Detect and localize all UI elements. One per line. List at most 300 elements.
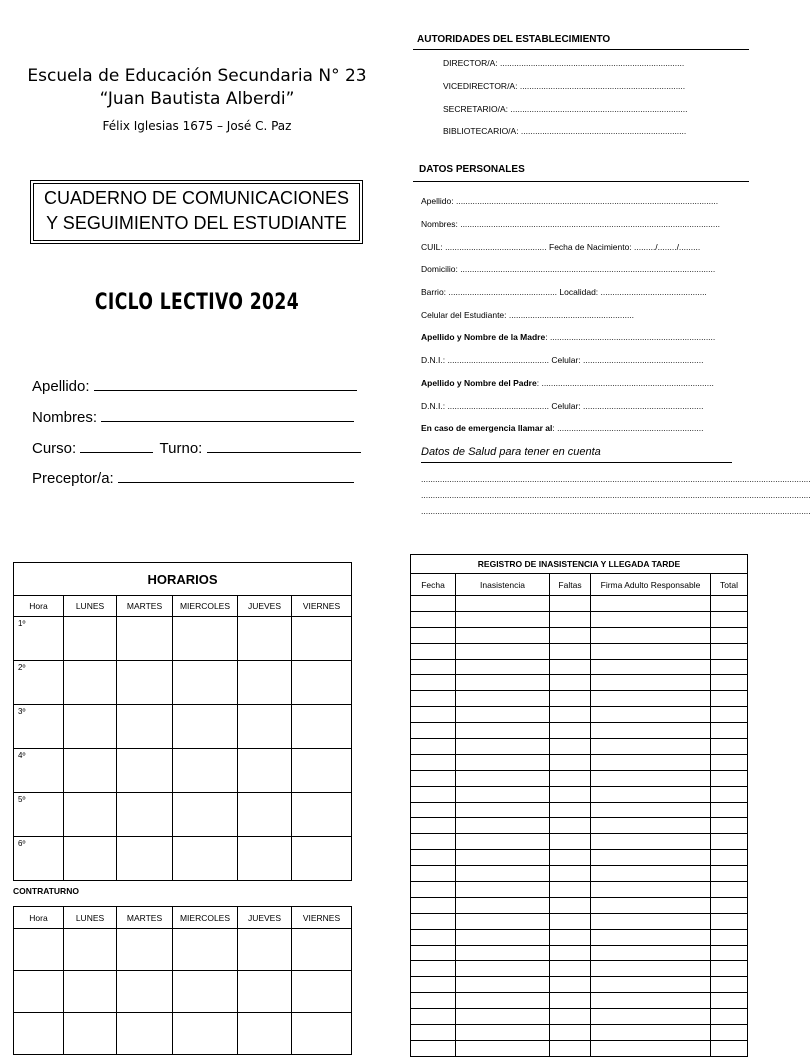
register-cell[interactable] (550, 659, 591, 675)
schedule-cell[interactable] (173, 837, 238, 881)
register-cell[interactable] (591, 754, 711, 770)
schedule-cell[interactable] (117, 705, 173, 749)
table-row (411, 675, 748, 691)
schedule-cell[interactable] (173, 749, 238, 793)
table-row (14, 705, 352, 749)
schedule-cell[interactable] (64, 617, 117, 661)
register-cell[interactable] (591, 770, 711, 786)
register-cell[interactable] (411, 627, 456, 643)
register-cell[interactable] (711, 675, 748, 691)
register-cell[interactable] (550, 723, 591, 739)
schedule-cell[interactable] (117, 1013, 173, 1055)
attendance-register-table (410, 554, 748, 1057)
hour-cell: 6º (14, 837, 64, 881)
schedule-cell[interactable] (173, 1013, 238, 1055)
pd-barrio: Barrio: .............................................. (421, 287, 558, 297)
bibliotecario-line: BIBLIOTECARIO/A: ...................................................................... (443, 126, 687, 136)
schedule-cell[interactable] (117, 929, 173, 971)
table-row (411, 770, 748, 786)
personal-data-rule (413, 181, 749, 182)
pd-localidad: Localidad: ............................................. (559, 287, 707, 297)
schedule-cell[interactable] (238, 837, 292, 881)
horarios-table (13, 562, 352, 881)
curso-line (80, 438, 153, 453)
pd-madre-row (421, 332, 715, 343)
register-cell[interactable] (411, 818, 456, 834)
horarios-header-viernes: VIERNES (292, 596, 352, 617)
register-cell[interactable] (711, 1009, 748, 1025)
register-cell[interactable] (411, 659, 456, 675)
register-cell[interactable] (711, 866, 748, 882)
register-cell[interactable] (550, 675, 591, 691)
hour-cell[interactable] (14, 929, 64, 971)
turno-label: Turno: (159, 440, 203, 457)
register-cell[interactable] (456, 754, 550, 770)
register-cell[interactable] (456, 1040, 550, 1056)
register-cell[interactable] (550, 818, 591, 834)
table-row (411, 802, 748, 818)
register-cell[interactable] (456, 739, 550, 755)
register-cell[interactable] (550, 1025, 591, 1041)
register-cell[interactable] (456, 611, 550, 627)
register-cell[interactable] (456, 961, 550, 977)
register-cell[interactable] (711, 882, 748, 898)
schedule-cell[interactable] (64, 837, 117, 881)
pd-nombres: Nombres: .............................................................................................................. (421, 219, 720, 229)
schedule-cell[interactable] (64, 793, 117, 837)
register-cell[interactable] (591, 834, 711, 850)
register-cell[interactable] (591, 897, 711, 913)
vicedirector-line: VICEDIRECTOR/A: ...................................................................... (443, 81, 686, 91)
register-header-fecha: Fecha (411, 574, 456, 596)
table-row (411, 723, 748, 739)
schedule-cell[interactable] (173, 705, 238, 749)
register-cell[interactable] (711, 611, 748, 627)
register-cell[interactable] (711, 723, 748, 739)
schedule-cell[interactable] (64, 971, 117, 1013)
school-patron-name: “Juan Bautista Alberdi” (99, 89, 295, 109)
pd-padre-row (421, 378, 714, 389)
register-cell[interactable] (591, 627, 711, 643)
register-cell[interactable] (711, 739, 748, 755)
register-cell[interactable] (411, 596, 456, 612)
register-cell[interactable] (456, 993, 550, 1009)
register-cell[interactable] (456, 596, 550, 612)
schedule-cell[interactable] (238, 929, 292, 971)
register-cell[interactable] (411, 675, 456, 691)
register-cell[interactable] (550, 977, 591, 993)
register-cell[interactable] (711, 754, 748, 770)
schedule-cell[interactable] (292, 661, 352, 705)
register-cell[interactable] (550, 627, 591, 643)
register-cell[interactable] (411, 897, 456, 913)
register-cell[interactable] (456, 929, 550, 945)
table-row (411, 818, 748, 834)
register-cell[interactable] (411, 993, 456, 1009)
schedule-cell[interactable] (173, 971, 238, 1013)
schedule-cell[interactable] (64, 705, 117, 749)
contraturno-header-lunes: LUNES (64, 907, 117, 929)
table-row (411, 691, 748, 707)
hour-cell: 3º (14, 705, 64, 749)
schedule-cell[interactable] (64, 749, 117, 793)
attendance-register-title: REGISTRO DE INASISTENCIA Y LLEGADA TARDE (411, 555, 748, 574)
nombres-field (32, 407, 354, 427)
table-row (411, 977, 748, 993)
register-cell[interactable] (591, 659, 711, 675)
register-cell[interactable] (591, 882, 711, 898)
contraturno-header-hora: Hora (14, 907, 64, 929)
register-cell[interactable] (456, 897, 550, 913)
register-cell[interactable] (550, 643, 591, 659)
register-cell[interactable] (456, 866, 550, 882)
schedule-cell[interactable] (292, 929, 352, 971)
pd-emergencia-dots: : .............................................................. (552, 423, 704, 433)
table-row (411, 961, 748, 977)
schedule-cell[interactable] (117, 661, 173, 705)
table-row (411, 786, 748, 802)
schedule-cell[interactable] (64, 1013, 117, 1055)
register-header-faltas: Faltas (550, 574, 591, 596)
register-cell[interactable] (411, 723, 456, 739)
table-row (14, 929, 352, 971)
schedule-cell[interactable] (292, 971, 352, 1013)
register-cell[interactable] (456, 818, 550, 834)
register-cell[interactable] (591, 1025, 711, 1041)
schedule-cell[interactable] (238, 661, 292, 705)
register-cell[interactable] (550, 945, 591, 961)
register-cell[interactable] (711, 802, 748, 818)
register-cell[interactable] (711, 897, 748, 913)
register-cell[interactable] (550, 611, 591, 627)
contraturno-header-martes: MARTES (117, 907, 173, 929)
register-cell[interactable] (550, 850, 591, 866)
apellido-field (32, 376, 357, 396)
register-cell[interactable] (456, 1009, 550, 1025)
register-cell[interactable] (456, 770, 550, 786)
schedule-cell[interactable] (238, 1013, 292, 1055)
schedule-cell[interactable] (117, 617, 173, 661)
schedule-cell[interactable] (64, 929, 117, 971)
schedule-cell[interactable] (117, 837, 173, 881)
register-cell[interactable] (550, 897, 591, 913)
register-cell[interactable] (411, 834, 456, 850)
schedule-cell[interactable] (292, 705, 352, 749)
table-row (411, 1009, 748, 1025)
register-cell[interactable] (550, 834, 591, 850)
register-cell[interactable] (411, 786, 456, 802)
register-cell[interactable] (411, 882, 456, 898)
schedule-cell[interactable] (292, 793, 352, 837)
register-cell[interactable] (591, 643, 711, 659)
register-cell[interactable] (550, 866, 591, 882)
pd-cuil-row (421, 242, 700, 253)
register-cell[interactable] (711, 786, 748, 802)
table-row (411, 1040, 748, 1056)
horarios-header-martes: MARTES (117, 596, 173, 617)
register-cell[interactable] (591, 866, 711, 882)
register-cell[interactable] (550, 961, 591, 977)
table-row (411, 913, 748, 929)
register-cell[interactable] (456, 882, 550, 898)
register-cell[interactable] (591, 993, 711, 1009)
register-cell[interactable] (456, 691, 550, 707)
register-cell[interactable] (456, 802, 550, 818)
register-cell[interactable] (456, 945, 550, 961)
register-header-total: Total (711, 574, 748, 596)
secretario-line: SECRETARIO/A: ........................................................................... (443, 104, 688, 114)
table-row (411, 659, 748, 675)
register-cell[interactable] (411, 850, 456, 866)
apellido-label: Apellido: (32, 378, 90, 395)
hour-cell: 1º (14, 617, 64, 661)
schedule-cell[interactable] (292, 617, 352, 661)
register-cell[interactable] (550, 882, 591, 898)
register-cell[interactable] (411, 691, 456, 707)
contraturno-table (13, 906, 352, 1055)
register-cell[interactable] (550, 596, 591, 612)
schedule-cell[interactable] (238, 617, 292, 661)
register-cell[interactable] (591, 961, 711, 977)
preceptor-label: Preceptor/a: (32, 470, 114, 487)
schedule-cell[interactable] (173, 661, 238, 705)
register-cell[interactable] (411, 739, 456, 755)
schedule-cell[interactable] (64, 661, 117, 705)
register-cell[interactable] (711, 993, 748, 1009)
register-cell[interactable] (711, 834, 748, 850)
register-cell[interactable] (591, 675, 711, 691)
register-cell[interactable] (550, 802, 591, 818)
pd-madre-dots: : ...................................................................... (545, 332, 716, 342)
register-cell[interactable] (591, 1040, 711, 1056)
register-cell[interactable] (711, 691, 748, 707)
document-title-line1: CUADERNO DE COMUNICACIONES (43, 188, 350, 208)
register-cell[interactable] (456, 723, 550, 739)
register-cell[interactable] (411, 1009, 456, 1025)
register-cell[interactable] (411, 707, 456, 723)
apellido-line (94, 376, 357, 391)
curso-turno-field (32, 438, 361, 458)
register-cell[interactable] (550, 1040, 591, 1056)
register-cell[interactable] (550, 913, 591, 929)
register-cell[interactable] (411, 754, 456, 770)
register-cell[interactable] (456, 1025, 550, 1041)
schedule-cell[interactable] (173, 793, 238, 837)
register-cell[interactable] (411, 1025, 456, 1041)
table-row (411, 596, 748, 612)
register-cell[interactable] (591, 913, 711, 929)
authorities-title: AUTORIDADES DEL ESTABLECIMIENTO (417, 34, 611, 45)
register-cell[interactable] (456, 627, 550, 643)
pd-barrio-row (421, 287, 707, 298)
register-cell[interactable] (456, 643, 550, 659)
register-cell[interactable] (591, 596, 711, 612)
horarios-header-lunes: LUNES (64, 596, 117, 617)
register-cell[interactable] (411, 611, 456, 627)
table-row (14, 971, 352, 1013)
register-cell[interactable] (411, 643, 456, 659)
register-cell[interactable] (456, 977, 550, 993)
pd-domicilio: Domicilio: ............................................................................................................ (421, 264, 716, 274)
register-cell[interactable] (591, 611, 711, 627)
register-cell[interactable] (591, 1009, 711, 1025)
schedule-cell[interactable] (292, 1013, 352, 1055)
horarios-header-jueves: JUEVES (238, 596, 292, 617)
register-cell[interactable] (550, 770, 591, 786)
register-cell[interactable] (411, 866, 456, 882)
table-row (411, 1025, 748, 1041)
register-cell[interactable] (591, 707, 711, 723)
register-cell[interactable] (711, 850, 748, 866)
register-cell[interactable] (591, 929, 711, 945)
table-row (411, 850, 748, 866)
register-cell[interactable] (550, 707, 591, 723)
school-address: Félix Iglesias 1675 – José C. Paz (102, 119, 292, 133)
register-cell[interactable] (456, 913, 550, 929)
schedule-cell[interactable] (117, 749, 173, 793)
register-cell[interactable] (711, 707, 748, 723)
register-cell[interactable] (711, 913, 748, 929)
register-cell[interactable] (711, 977, 748, 993)
pd-padre-label: Apellido y Nombre del Padre (421, 378, 537, 388)
pd-salud-line-2: ..................................................................................................................................................................... (421, 490, 811, 500)
register-cell[interactable] (411, 945, 456, 961)
pd-dni1: D.N.I.: ........................................... (421, 355, 549, 365)
register-cell[interactable] (411, 770, 456, 786)
register-cell[interactable] (591, 739, 711, 755)
hour-cell: 4º (14, 749, 64, 793)
preceptor-line (118, 468, 354, 483)
table-row (411, 993, 748, 1009)
pd-celular-estudiante: Celular del Estudiante: ..................................................... (421, 310, 635, 320)
pd-salud-rule (421, 462, 732, 463)
horarios-header-hora: Hora (14, 596, 64, 617)
register-cell[interactable] (456, 850, 550, 866)
register-cell[interactable] (411, 977, 456, 993)
register-cell[interactable] (456, 786, 550, 802)
register-cell[interactable] (456, 675, 550, 691)
pd-celular2: Celular: ................................................... (551, 401, 704, 411)
table-row (14, 1013, 352, 1055)
schedule-cell[interactable] (173, 929, 238, 971)
preceptor-field (32, 468, 354, 488)
table-row (411, 929, 748, 945)
register-cell[interactable] (456, 834, 550, 850)
horarios-header-miercoles: MIERCOLES (173, 596, 238, 617)
register-cell[interactable] (711, 659, 748, 675)
register-cell[interactable] (411, 1040, 456, 1056)
register-cell[interactable] (550, 754, 591, 770)
table-row (411, 627, 748, 643)
table-row (411, 707, 748, 723)
pd-madre-label: Apellido y Nombre de la Madre (421, 332, 546, 342)
register-cell[interactable] (591, 818, 711, 834)
pd-dni2-row (421, 401, 703, 412)
hour-cell[interactable] (14, 971, 64, 1013)
register-cell[interactable] (711, 643, 748, 659)
table-row (411, 739, 748, 755)
register-cell[interactable] (711, 1040, 748, 1056)
register-cell[interactable] (711, 818, 748, 834)
register-cell[interactable] (411, 961, 456, 977)
curso-label: Curso: (32, 440, 77, 457)
register-cell[interactable] (711, 627, 748, 643)
register-cell[interactable] (591, 977, 711, 993)
schedule-cell[interactable] (238, 971, 292, 1013)
hour-cell: 5º (14, 793, 64, 837)
pd-salud-heading: Datos de Salud para tener en cuenta (421, 446, 601, 458)
pd-salud-line-1: ..................................................................................................................................................................... (421, 474, 811, 484)
schedule-cell[interactable] (173, 617, 238, 661)
register-cell[interactable] (711, 1025, 748, 1041)
register-cell[interactable] (711, 770, 748, 786)
register-cell[interactable] (456, 707, 550, 723)
table-row (411, 643, 748, 659)
table-row (14, 661, 352, 705)
pd-dni2: D.N.I.: ........................................... (421, 401, 549, 411)
document-title-line2: Y SEGUIMIENTO DEL ESTUDIANTE (46, 213, 347, 233)
hour-cell[interactable] (14, 1013, 64, 1055)
register-cell[interactable] (711, 929, 748, 945)
register-cell[interactable] (591, 786, 711, 802)
register-cell[interactable] (591, 723, 711, 739)
pd-emergencia-label: En caso de emergencia llamar al (421, 423, 553, 433)
register-cell[interactable] (591, 691, 711, 707)
register-header-inasistencia: Inasistencia (456, 574, 550, 596)
register-cell[interactable] (550, 739, 591, 755)
schedule-cell[interactable] (238, 793, 292, 837)
cycle-heading: CICLO LECTIVO 2024 (94, 290, 300, 315)
nombres-label: Nombres: (32, 409, 98, 426)
register-cell[interactable] (591, 850, 711, 866)
schedule-cell[interactable] (292, 749, 352, 793)
pd-celular1: Celular: ................................................... (551, 355, 704, 365)
register-cell[interactable] (411, 913, 456, 929)
register-header-firma: Firma Adulto Responsable (591, 574, 711, 596)
table-row (411, 882, 748, 898)
register-cell[interactable] (550, 786, 591, 802)
table-row (14, 837, 352, 881)
register-cell[interactable] (550, 929, 591, 945)
table-row (411, 866, 748, 882)
turno-line (207, 438, 361, 453)
register-cell[interactable] (550, 1009, 591, 1025)
pd-dni1-row (421, 355, 703, 366)
table-row (411, 754, 748, 770)
hour-cell: 2º (14, 661, 64, 705)
register-cell[interactable] (711, 961, 748, 977)
schedule-cell[interactable] (292, 837, 352, 881)
register-cell[interactable] (550, 691, 591, 707)
register-cell[interactable] (411, 802, 456, 818)
document-title-box (30, 180, 363, 244)
register-cell[interactable] (456, 659, 550, 675)
schedule-cell[interactable] (117, 971, 173, 1013)
register-cell[interactable] (591, 802, 711, 818)
contraturno-label: CONTRATURNO (13, 886, 79, 896)
schedule-cell[interactable] (117, 793, 173, 837)
table-row (411, 611, 748, 627)
schedule-cell[interactable] (238, 749, 292, 793)
register-cell[interactable] (411, 929, 456, 945)
register-cell[interactable] (711, 596, 748, 612)
pd-padre-dots: : ......................................................................... (536, 378, 714, 388)
horarios-title: HORARIOS (14, 563, 352, 596)
register-cell[interactable] (550, 993, 591, 1009)
schedule-cell[interactable] (238, 705, 292, 749)
register-cell[interactable] (591, 945, 711, 961)
register-cell[interactable] (711, 945, 748, 961)
